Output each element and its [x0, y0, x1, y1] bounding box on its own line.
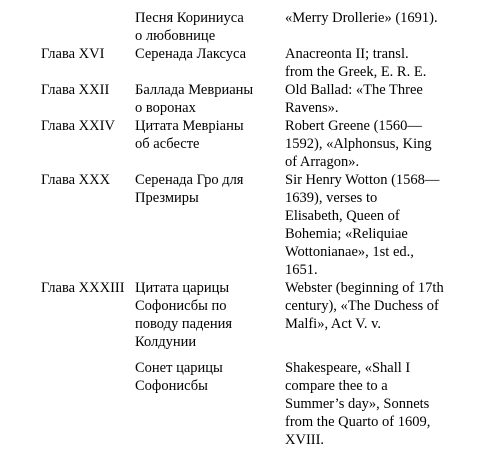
source-cell: Webster (beginning of 17th century), «The Duchess of Malfi», Act V. v. [285, 280, 444, 332]
source-cell: Sir Henry Wotton (1568— 1639), verses to Elisabeth, Queen of Bohemia; «Reliquiae Wottonianae», 1st ed., 1651. [285, 172, 440, 278]
title-cell: Цитата Мевріаны об асбесте [135, 118, 244, 152]
title-cell: Сонет царицы Софонисбы [135, 360, 223, 394]
table-row [0, 45, 486, 81]
source-cell: Old Ballad: «The Three Ravens». [285, 82, 423, 116]
chapter-cell: Глава XVI [41, 46, 105, 62]
source-cell: Robert Greene (1560— 1592), «Alphonsus, King of Arragon». [285, 118, 432, 170]
chapter-cell: Глава XXX [41, 172, 111, 188]
source-cell: Anacreonta II; transl. from the Greek, E. R. E. [285, 46, 427, 80]
title-cell: Песня Кориниуса о любовнице [135, 10, 244, 44]
table-row [0, 81, 486, 117]
title-cell: Баллада Меврианы о воронах [135, 82, 254, 116]
chapter-cell: Глава XXII [41, 82, 110, 98]
table-row [0, 359, 486, 449]
chapter-cell: Глава XXIV [41, 118, 115, 134]
title-cell: Серенада Гро для Презмиры [135, 172, 244, 206]
title-cell: Серенада Лаксуса [135, 46, 247, 62]
table-row [0, 279, 486, 351]
table-row [0, 9, 486, 45]
table-row [0, 117, 486, 171]
source-cell: «Merry Drollerie» (1691). [285, 10, 438, 26]
attribution-table [0, 9, 486, 449]
chapter-cell: Глава XXXIII [41, 280, 125, 296]
source-cell: Shakespeare, «Shall I compare thee to a Summer’s day», Sonnets from the Quarto of 1609, XVIII. [285, 360, 431, 448]
title-cell: Цитата царицы Софонисбы по поводу падения Колдунии [135, 280, 233, 350]
table-row [0, 171, 486, 279]
